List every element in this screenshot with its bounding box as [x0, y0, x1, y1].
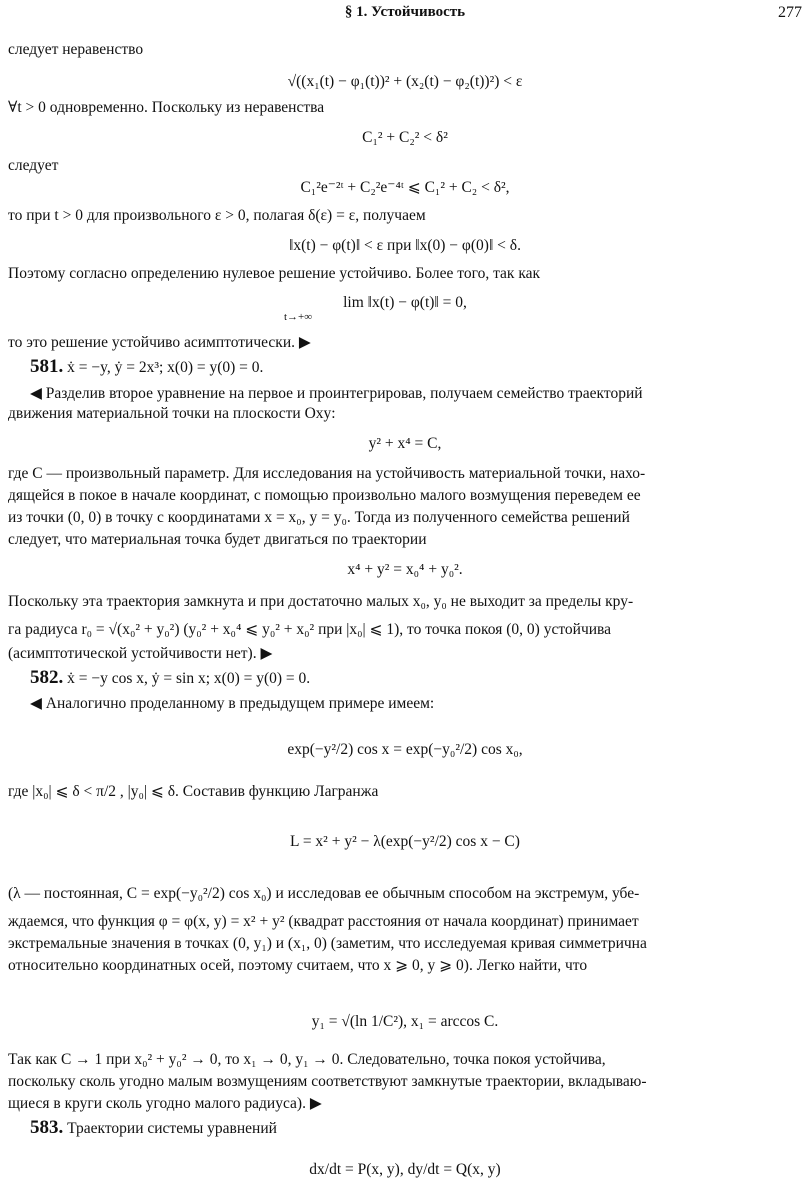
text-line: щиеся в круги сколь угодно малого радиуса). ▶ [8, 1095, 322, 1112]
problem-number: 582. [30, 668, 64, 688]
text-line: ◀ Разделив второе уравнение на первое и проинтегрировав, получаем семейство траекторий [30, 385, 643, 402]
formula-line: ‖x(t) − φ(t)‖ < ε при ‖x(0) − φ(0)‖ < δ. [289, 237, 521, 254]
text-line: Так как C → 1 при x₀² + y₀² → 0, то x₁ → 0, y₁ → 0. Следовательно, точка покоя устойчива, [8, 1051, 606, 1068]
formula-line: x⁴ + y² = x₀⁴ + y₀². [347, 561, 463, 578]
formula-line: √((x₁(t) − φ₁(t))² + (x₂(t) − φ₂(t))²) < ε [287, 73, 523, 90]
formula-line: y₁ = √(ln 1/C²), x₁ = arccos C. [311, 1013, 499, 1030]
text-line: (асимптотической устойчивости нет). ▶ [8, 645, 273, 662]
text-line: где C — произвольный параметр. Для исследования на устойчивость материальной точки, нахо- [8, 465, 646, 482]
text-line: следует неравенство [8, 41, 144, 58]
page-number: 277 [778, 4, 802, 21]
text-line: то это решение устойчиво асимптотически. ▶ [8, 334, 311, 351]
text-line: следует [8, 157, 59, 174]
text-line: ждаемся, что функция φ = φ(x, y) = x² + y² (квадрат расстояния от начала координат) принимает [8, 913, 639, 930]
formula-line: C₁² + C₂² < δ² [362, 129, 448, 146]
text-line: следует, что материальная точка будет двигаться по траектории [8, 531, 427, 548]
text-line: то при t > 0 для произвольного ε > 0, полагая δ(ε) = ε, получаем [8, 207, 426, 224]
problem-number: 581. [30, 357, 64, 377]
formula-line: lim ‖x(t) − φ(t)‖ = 0, [343, 294, 467, 311]
text-line: ∀t > 0 одновременно. Поскольку из неравенства [8, 99, 325, 116]
text-line: где |x₀| ⩽ δ < π/2 , |y₀| ⩽ δ. Составив функцию Лагранжа [8, 783, 379, 800]
formula-line: y² + x⁴ = C, [368, 435, 442, 452]
text-line: движения материальной точки на плоскости Oxy: [8, 405, 336, 422]
text-line: из точки (0, 0) в точку с координатами x = x₀, y = y₀. Тогда из полученного семейства решений [8, 509, 630, 526]
text-line: дящейся в покое в начале координат, с помощью произвольно малого возмущения переведем ее [8, 487, 641, 504]
problem-number: 583. [30, 1118, 64, 1138]
formula-line: dx/dt = P(x, y), dy/dt = Q(x, y) [309, 1161, 501, 1178]
text-line: относительно координатных осей, поэтому считаем, что x ⩾ 0, y ⩾ 0). Легко найти, что [8, 957, 588, 974]
running-header [0, 4, 810, 26]
text-line: поскольку сколь угодно малым возмущениям соответствуют замкнутые траектории, вкладываю- [8, 1073, 647, 1090]
limit-subscript: t→+∞ [284, 311, 313, 323]
text-line: (λ — постоянная, C = exp(−y₀²/2) cos x₀) и исследовав ее обычным способом на экстремум, убе- [8, 885, 640, 902]
text-line: га радиуса r₀ = √(x₀² + y₀²) (y₀² + x₀⁴ ⩽ y₀² + x₀² при |x₀| ⩽ 1), то точка покоя (0, 0) устойчива [8, 621, 612, 638]
problem-statement: ẋ = −y, ẏ = 2x³; x(0) = y(0) = 0. [63, 359, 264, 376]
problem-582 [8, 668, 810, 689]
formula-line: C₁²e⁻²ᵗ + C₂²e⁻⁴ᵗ ⩽ C₁² + C₂ < δ², [300, 179, 510, 196]
header-title: § 1. Устойчивость [344, 4, 466, 20]
text-line: Поэтому согласно определению нулевое решение устойчиво. Более того, так как [8, 265, 541, 282]
problem-583 [8, 1118, 810, 1139]
formula-line: exp(−y²/2) cos x = exp(−y₀²/2) cos x₀, [287, 741, 523, 758]
text-line: ◀ Аналогично проделанному в предыдущем примере имеем: [30, 695, 435, 712]
text-line: Поскольку эта траектория замкнута и при достаточно малых x₀, y₀ не выходит за пределы кру- [8, 593, 634, 610]
problem-statement: ẋ = −y cos x, ẏ = sin x; x(0) = y(0) = 0. [63, 670, 311, 687]
formula-line: L = x² + y² − λ(exp(−y²/2) cos x − C) [290, 833, 520, 850]
text-line: экстремальные значения в точках (0, y₁) и (x₁, 0) (заметим, что исследуемая кривая симметрична [8, 935, 647, 952]
problem-581 [8, 357, 810, 378]
problem-statement: Траектории системы уравнений [63, 1120, 277, 1137]
